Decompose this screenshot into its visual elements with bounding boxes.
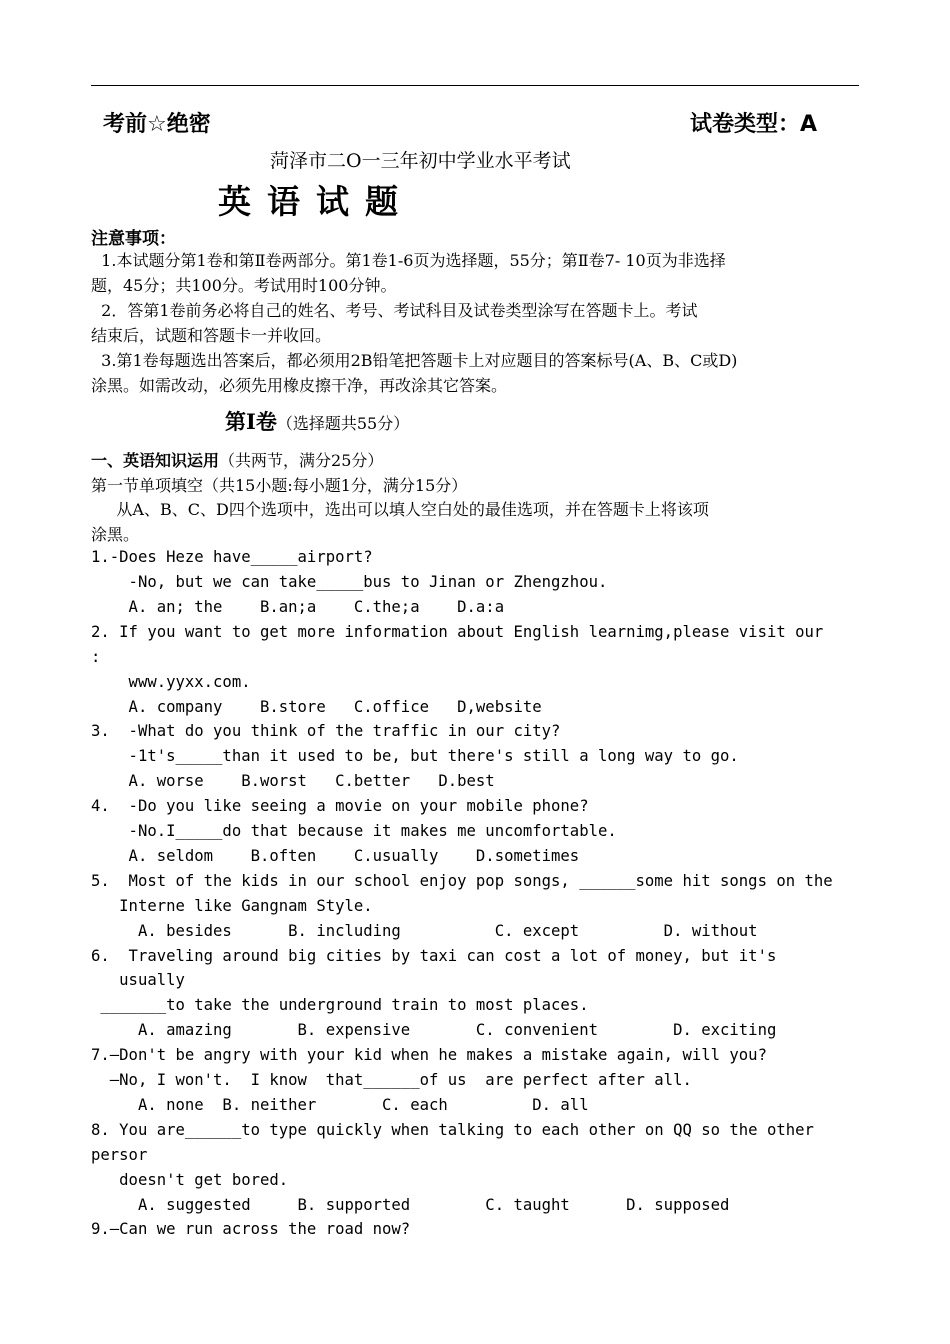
options-line: A. besides B. including C. except D. without	[91, 922, 758, 940]
notice-heading: 注意事项：	[91, 229, 176, 249]
options-line: A. seldom B.often C.usually D.sometimes	[91, 847, 580, 865]
question-line: _______to take the underground train to most places.	[91, 996, 589, 1014]
part-heading-sub: （共两节，满分25分）	[219, 451, 384, 470]
notice-line: 2．答第1卷前务必将自己的姓名、考号、考试科目及试卷类型涂写在答题卡上。考试	[91, 301, 698, 320]
question-line: 4. -Do you like seeing a movie on your mobile phone?	[91, 797, 589, 815]
notice-line: 3.第1卷每题选出答案后，都必须用2B铅笔把答题卡上对应题目的答案标号(A、B、C或D)	[91, 351, 738, 370]
part-heading	[91, 448, 383, 471]
question-line: 3. -What do you think of the traffic in our city?	[91, 722, 561, 740]
options-line: A. worse B.worst C.better D.best	[91, 772, 495, 790]
notice-line: 1.本试题分第1卷和第Ⅱ卷两部分。第1卷1-6页为选择题，55分；第Ⅱ卷7- 10页为非选择	[91, 251, 726, 270]
question-line: —No, I won't. I know that______of us are perfect after all.	[91, 1071, 692, 1089]
question-line: -No.I_____do that because it makes me uncomfortable.	[91, 822, 617, 840]
instruction-line: 从A、B、C、D四个选项中，选出可以填人空白处的最佳选项，并在答题卡上将该项	[91, 500, 709, 519]
question-line: Interne like Gangnam Style.	[91, 897, 373, 915]
question-line: 1.-Does Heze have_____airport?	[91, 548, 373, 566]
question-line: 5. Most of the kids in our school enjoy pop songs, ______some hit songs on the	[91, 872, 833, 890]
question-line: 9.—Can we run across the road now?	[91, 1220, 411, 1238]
top-rule	[91, 85, 859, 86]
options-line: A. amazing B. expensive C. convenient D. exciting	[91, 1021, 777, 1039]
question-line: www.yyxx.com.	[91, 673, 251, 691]
options-line: A. suggested B. supported C. taught D. supposed	[91, 1196, 730, 1214]
question-line: usually	[91, 971, 185, 989]
part-heading-label: 一、英语知识运用	[91, 451, 220, 470]
confidential-label: 考前☆绝密	[103, 112, 211, 137]
options-line: A. none B. neither C. each D. all	[91, 1096, 589, 1114]
exam-title: 菏泽市二O一三年初中学业水平考试	[270, 150, 571, 172]
question-line: 8. You are______to type quickly when talking to each other on QQ so the other	[91, 1121, 814, 1139]
notice-line: 题，45分；共100分。考试用时100分钟。	[91, 276, 397, 295]
volume-label: 第I卷	[225, 409, 277, 434]
options-line: A. company B.store C.office D,website	[91, 698, 542, 716]
question-line: -No, but we can take_____bus to Jinan or Zhengzhou.	[91, 573, 608, 591]
notice-line: 结束后，试题和答题卡一并收回。	[91, 326, 332, 345]
paper-type-label: 试卷类型：A	[690, 112, 818, 137]
instruction-line: 涂黑。	[91, 525, 140, 544]
question-line: 2. If you want to get more information about English learnimg,please visit our	[91, 623, 824, 641]
volume-heading	[225, 406, 409, 436]
notice-line: 涂黑。如需改动，必须先用橡皮擦干净，再改涂其它答案。	[91, 376, 508, 395]
options-line: A. an; the B.an;a C.the;a D.a:a	[91, 598, 505, 616]
question-line: -1t's_____than it used to be, but there's still a long way to go.	[91, 747, 739, 765]
section-heading: 第一节单项填空（共15小题:每小题1分，满分15分）	[91, 476, 468, 495]
question-line: 6. Traveling around big cities by taxi can cost a lot of money, but it's	[91, 947, 777, 965]
question-line: doesn't get bored.	[91, 1171, 289, 1189]
question-line: :	[91, 648, 101, 666]
volume-sub: （选择题共55分）	[276, 414, 410, 433]
subject-title: 英语试题	[218, 182, 414, 221]
question-line: 7.—Don't be angry with your kid when he makes a mistake again, will you?	[91, 1046, 767, 1064]
question-line: persor	[91, 1146, 148, 1164]
